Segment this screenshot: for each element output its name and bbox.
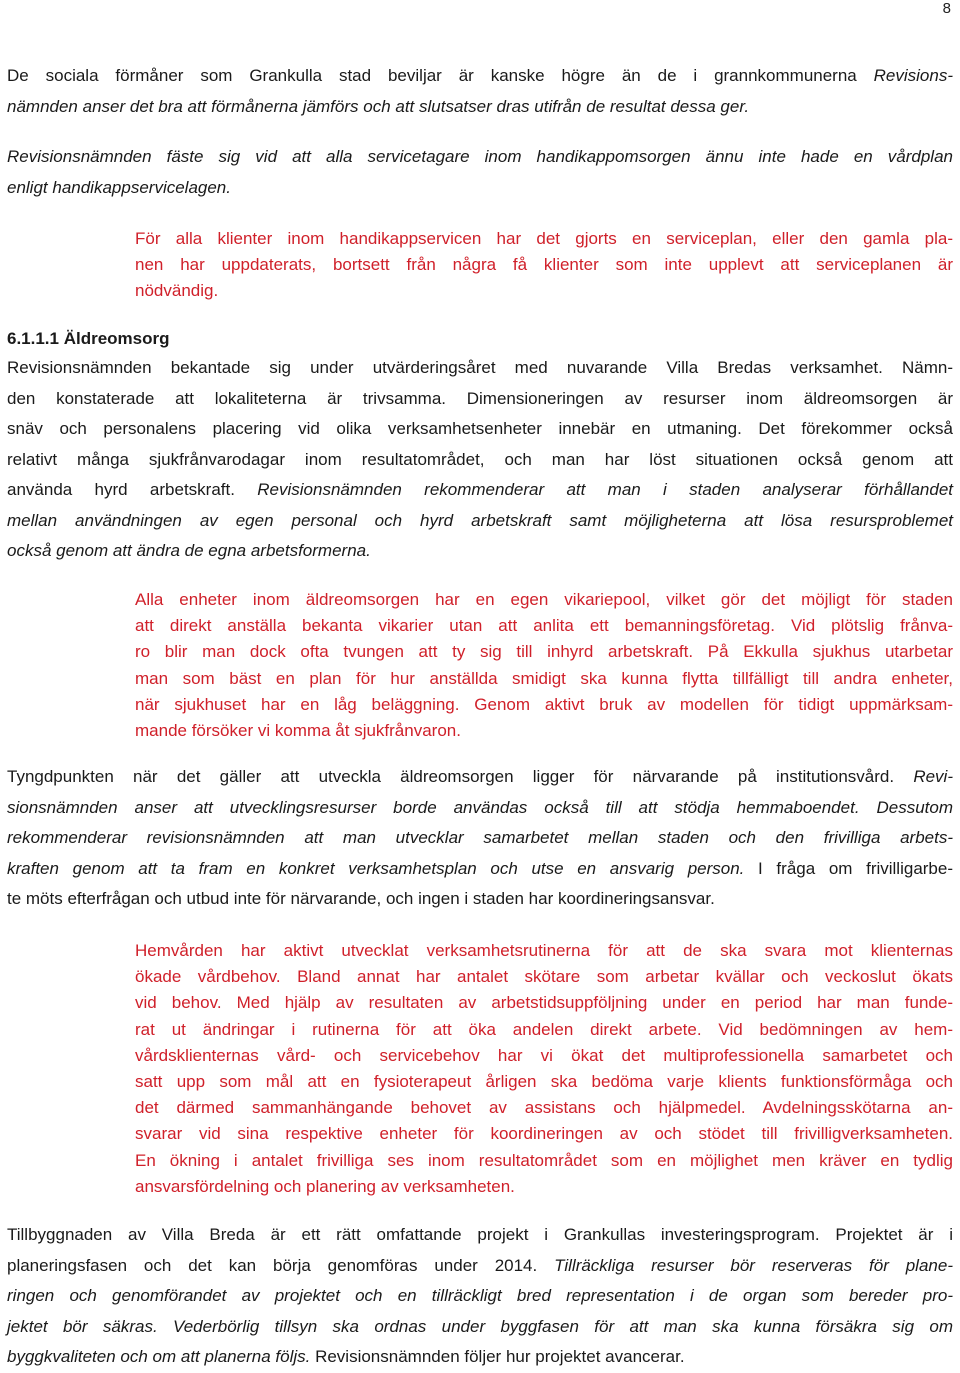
text-line [7,1251,953,1282]
italic-segment: nämnden anser det bra att förmånerna jämförs och att slutsatser dras utifrån de resultat dessa ger. [7,96,750,116]
text-line: att direkt anställa bekanta vikarier utan att anlita ett bemanningsföretag. Vid plötslig frånva- [135,616,953,636]
text-line [7,1342,953,1373]
paragraph-social-benefits [7,61,953,122]
text-line [7,536,953,567]
italic-segment: ringen och genomförandet av projektet och en tillräckligt bred representation i de organ som bereder pro- [7,1286,953,1305]
italic-segment: Tillräckliga resurser bör reserveras för plane- [554,1255,953,1275]
text-line [7,762,953,793]
italic-segment: Revisionsnämnden rekommenderar att man i staden analyserar förhållandet [257,480,953,499]
response-handicap-service [135,226,953,305]
italic-segment: jektet bör säkras. Vederbörlig tillsyn ska ordnas under byggfasen för att man ska kunna försäkra sig om [7,1316,953,1336]
text-line [7,353,953,384]
text-line: svarar vid sina respektive enheter för koordineringen av och stödet till frivilligverksamheten. [135,1124,953,1144]
italic-segment: mellan användningen av egen personal och hyrd arbetskraft samt möjligheterna att lösa resursproblemet [7,510,953,530]
text-line: man som bäst en plan för hur anställda smidigt ska kunna flytta tillfälligt till andra enheter, [135,668,953,688]
page-number: 8 [942,0,951,17]
response-home-care [135,938,953,1200]
text-line [7,1312,953,1343]
text-segment: planeringsfasen och det kan börja genomföras under 2014. [7,1255,555,1275]
text-line: nödvändig. [135,281,219,301]
paragraph-institutional-care [7,762,953,915]
text-line [7,1281,953,1312]
text-line [7,445,953,476]
text-line [7,1220,953,1251]
text-line [7,384,953,415]
text-segment: relativt många sjukfrånvarodagar inom resultatområdet, och man har löst situationen också genom att [7,449,953,469]
text-line: Hemvården har aktivt utvecklat verksamhetsrutinerna för att de ska svara mot klienternas [135,941,953,960]
text-segment: Tyngdpunkten när det gäller att utveckla äldreomsorgen ligger för närvarande på institutionsvård. [7,767,914,786]
italic-segment: rekommenderar revisionsnämnden att man utvecklar samarbetet mellan staden och den frivilliga arbets- [7,828,953,847]
italic-segment: Revisionsnämnden fäste sig vid att alla servicetagare inom handikappomsorgen ännu inte hade en vårdplan [7,147,953,166]
text-line [7,793,953,824]
text-line: ro blir man dock ofta tvungen att ty sig till inhyrd arbetskraft. På Ekkulla sjukhus utarbetar [135,642,953,662]
text-line: ökade vårdbehov. Bland annat har antalet skötare som arbetar kvällar och veckoslut ökats [135,967,953,987]
text-line [7,61,953,92]
text-line: vid behov. Med hjälp av resultaten av arbetstidsuppföljning under en period har man funde- [135,993,953,1013]
italic-segment: Revi- [913,767,953,786]
text-line: vårdsklienternas vård- och servicebehov har vi ökat det multiprofessionella samarbetet och [135,1045,953,1065]
text-segment: Tillbyggnaden av Villa Breda är ett rätt omfattande projekt i Grankullas investeringsprogram. Projektet är i [7,1225,953,1244]
paragraph-villa-breda [7,353,953,567]
text-segment: använda hyrd arbetskraft. [7,480,258,499]
paragraph-extension-project [7,1220,953,1373]
italic-segment: enligt handikappservicelagen. [7,177,231,197]
text-line [7,173,953,204]
italic-segment: byggkvaliteten och om att planerna följs. [7,1347,311,1366]
text-segment: De sociala förmåner som Grankulla stad beviljar är kanske högre än de i grannkommunerna [7,66,874,85]
text-line [7,823,953,854]
text-line: mande försöker vi komma åt sjukfrånvaron. [135,721,461,741]
italic-segment: kraften genom att ta fram en konkret verksamhetsplan och utse en ansvarig person. [7,858,745,878]
text-segment: snäv och personalens placering vid olika verksamhetsenheter innebär en utmaning. Det förekommer också [7,419,953,438]
text-line: nen har uppdaterats, bortsett från några få klienter som inte upplevt att serviceplanen är [135,255,953,275]
text-segment: Revisionsnämnden bekantade sig under utvärderingsåret med nuvarande Villa Bredas verksamhet. Nämn- [7,358,953,377]
text-line: rat ut ändringar i rutinerna för att öka andelen direkt arbete. Vid bedömningen av hem- [135,1019,953,1039]
paragraph-care-plan [7,142,953,203]
text-line: En ökning i antalet frivilliga ses inom resultatområdet som en möjlighet men kräver en tydlig [135,1150,953,1170]
response-elderly-care [135,587,953,744]
text-line: ansvarsfördelning och planering av verksamheten. [135,1176,515,1196]
text-line [7,884,953,915]
text-segment: den konstaterade att lokaliteterna är trivsamma. Dimensioneringen av resurser inom äldreomsorgen är [7,388,953,408]
text-line: satt upp som mål att en fysioterapeut årligen ska bedöma varje klients funktionsförmåga och [135,1072,953,1092]
text-line [7,142,953,173]
text-line [7,854,953,885]
text-line: För alla klienter inom handikappservicen har det gjorts en serviceplan, eller den gamla pla- [135,229,953,248]
italic-segment: också genom att ändra de egna arbetsformerna. [7,541,371,560]
text-line [7,92,953,123]
text-line: Alla enheter inom äldreomsorgen har en egen vikariepool, vilket gör det möjligt för staden [135,590,953,609]
text-line: när sjukhuset har en låg beläggning. Genom aktivt bruk av modellen för tidigt uppmärksam- [135,694,953,714]
text-line [7,414,953,445]
text-line: det därmed sammanhängande behovet av assistans och hjälpmedel. Avdelningsskötarna an- [135,1098,953,1118]
italic-segment: Revisions- [873,66,953,85]
text-segment: Revisionsnämnden följer hur projektet avancerar. [310,1347,685,1366]
text-segment: I fråga om frivilligarbe- [744,858,954,878]
italic-segment: sionsnämnden anser att utvecklingsresurser borde användas också till att stödja hemmaboendet. Dessutom [7,797,953,817]
text-line [7,506,953,537]
text-segment: te möts efterfrågan och utbud inte för närvarande, och ingen i staden har koordineringsansvar. [7,889,715,908]
text-line [7,475,953,506]
section-heading: 6.1.1.1 Äldreomsorg [7,329,170,348]
